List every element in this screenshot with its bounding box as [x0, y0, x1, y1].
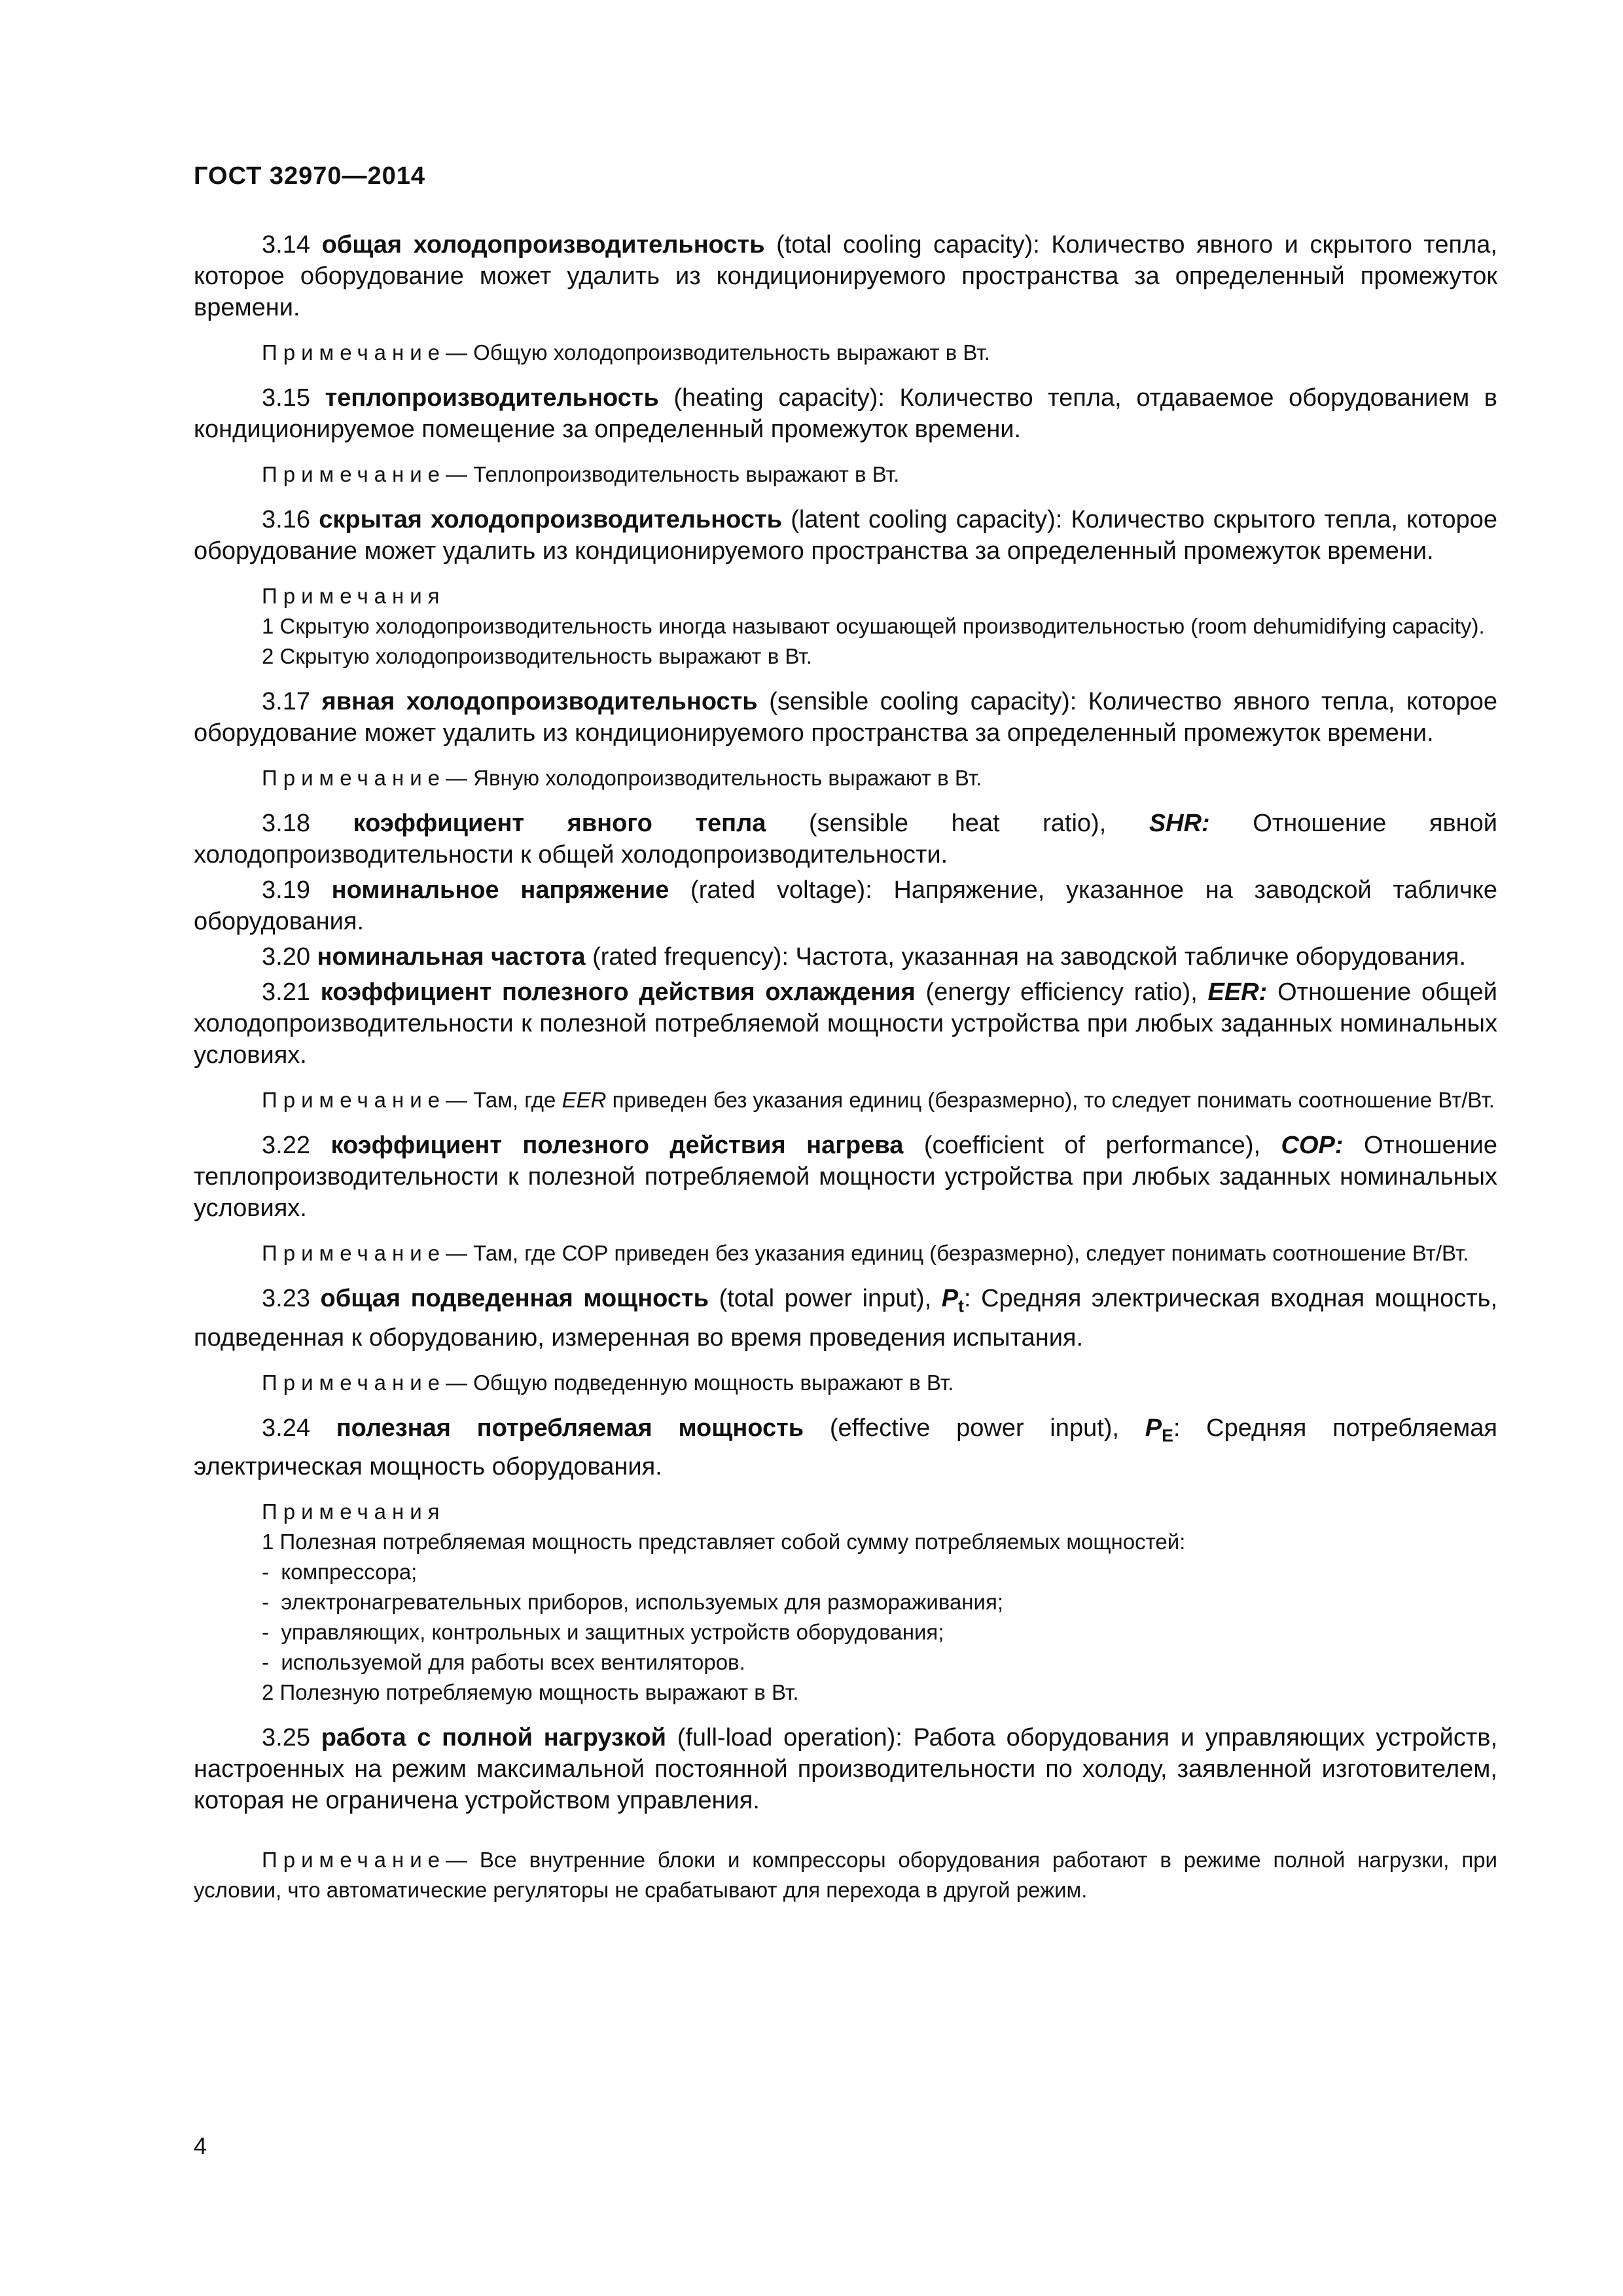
term-number: 3.21 — [262, 978, 310, 1006]
term-title: коэффициент полезного действия нагрева — [330, 1132, 904, 1159]
term-title: полезная потребляемая мощность — [336, 1414, 804, 1442]
note-text: — Там, где СОР приведен без указания единиц (безразмерно), следует понимать соотношение Вт/Вт. — [446, 1241, 1469, 1265]
page-header: ГОСТ 32970—2014 — [194, 162, 426, 190]
term-title: работа с полной нагрузкой — [321, 1724, 666, 1752]
note-label: Примечание — [262, 1088, 446, 1112]
term-3-18 — [194, 808, 1497, 870]
note-text: — Явную холодопроизводительность выражают в Вт. — [446, 766, 982, 790]
list-item: - компрессора; — [194, 1557, 1497, 1587]
term-3-22 — [194, 1130, 1497, 1224]
term-title: явная холодопроизводительность — [321, 688, 758, 715]
term-number: 3.15 — [262, 384, 310, 412]
note-text: — Все внутренние блоки и компрессоры оборудования работают в режиме полной нагрузки, при условии, что автоматические регуляторы не срабатывают для перехода в другой режим. — [194, 1848, 1497, 1903]
term-title: номинальная частота — [317, 943, 586, 971]
term-number: 3.23 — [262, 1285, 310, 1312]
list-item: - электронагревательных приборов, используемых для размораживания; — [194, 1587, 1497, 1617]
note-abbreviation: EER — [562, 1088, 607, 1112]
note-label: Примечание — [262, 1848, 446, 1873]
term-english: (coefficient of performance), — [923, 1132, 1261, 1159]
term-3-16 — [194, 504, 1497, 567]
term-definition: (rated frequency): Частота, указанная на заводской табличке оборудования. — [592, 943, 1467, 971]
page-number: 4 — [194, 2132, 207, 2159]
note-3-14 — [194, 338, 1497, 368]
term-symbol-subscript: E — [1162, 1426, 1173, 1446]
term-definition: (rated voltage): Напряжение, указанное на заводской табличке оборудования. — [194, 876, 1497, 935]
term-title: коэффициент полезного действия охлаждения — [320, 978, 916, 1006]
document-body — [194, 229, 1497, 1920]
notes-3-24 — [194, 1497, 1497, 1708]
term-title: теплопроизводительность — [325, 384, 659, 412]
list-item: - управляющих, контрольных и защитных устройств оборудования; — [194, 1617, 1497, 1647]
term-3-21 — [194, 977, 1497, 1071]
note-3-23 — [194, 1368, 1497, 1398]
note-3-15 — [194, 459, 1497, 490]
term-english: (effective power input), — [829, 1414, 1119, 1442]
term-english: (energy efficiency ratio), — [925, 978, 1198, 1006]
note-text: — Общую холодопроизводительность выражают в Вт. — [446, 340, 990, 365]
term-number: 3.14 — [262, 231, 310, 259]
term-title: коэффициент явного тепла — [353, 810, 766, 837]
term-3-14 — [194, 229, 1497, 323]
term-definition: (heating capacity): Количество тепла, отдаваемое оборудованием в кондиционируемое помещение за определенный промежуток времени. — [194, 384, 1497, 443]
term-3-23 — [194, 1283, 1497, 1354]
term-title: номинальное напряжение — [331, 876, 669, 904]
term-number: 3.18 — [262, 810, 310, 837]
term-definition: Отношение общей холодопроизводительности к полезной потребляемой мощности устройства при любых заданных номинальных условиях. — [194, 978, 1498, 1069]
term-symbol: P — [941, 1285, 959, 1312]
note-3-21 — [194, 1085, 1497, 1115]
term-definition: : Средняя потребляемая электрическая мощность оборудования. — [194, 1414, 1498, 1481]
term-3-19 — [194, 874, 1497, 937]
note-text: приведен без указания единиц (безразмерно), то следует понимать соотношение Вт/Вт. — [612, 1088, 1495, 1112]
term-3-15 — [194, 382, 1497, 445]
note-label: Примечание — [262, 1241, 446, 1265]
note-item: 1 Полезная потребляемая мощность представляет собой сумму потребляемых мощностей: — [262, 1530, 1186, 1554]
note-item: 2 Полезную потребляемую мощность выражают в Вт. — [262, 1680, 799, 1705]
note-3-25 — [194, 1845, 1497, 1905]
term-definition: : Средняя электрическая входная мощность, подведенная к оборудованию, измеренная во время проведения испытания. — [194, 1285, 1498, 1352]
term-title: скрытая холодопроизводительность — [319, 506, 782, 533]
note-text: — Общую подведенную мощность выражают в Вт. — [446, 1370, 954, 1395]
term-definition: (full-load operation): Работа оборудования и управляющих устройств, настроенных на режим максимальной постоянной производительности по холоду, заявленной изготовителем, которая не ограничена устройством управления. — [194, 1724, 1498, 1815]
note-item: 1 Скрытую холодопроизводительность иногда называют осушающей производительностью (room dehumidifying capacity). — [262, 614, 1485, 638]
term-number: 3.16 — [262, 506, 310, 533]
term-3-17 — [194, 686, 1497, 749]
term-number: 3.22 — [262, 1132, 310, 1159]
term-title: общая холодопроизводительность — [321, 231, 765, 259]
term-english: (total power input), — [719, 1285, 932, 1312]
term-number: 3.17 — [262, 688, 310, 715]
notes-3-16 — [194, 581, 1497, 672]
term-definition: Отношение явной холодопроизводительности к общей холодопроизводительности. — [194, 810, 1498, 869]
term-title: общая подведенная мощность — [320, 1285, 709, 1312]
term-number: 3.19 — [262, 876, 310, 904]
term-english: (sensible heat ratio), — [808, 810, 1107, 837]
list-item: - используемой для работы всех вентиляторов. — [194, 1647, 1497, 1677]
term-symbol-subscript: t — [958, 1296, 964, 1316]
term-number: 3.25 — [262, 1724, 310, 1752]
note-label: Примечание — [262, 462, 446, 486]
notes-label: Примечания — [262, 584, 446, 608]
term-3-25 — [194, 1722, 1497, 1816]
term-definition: (total cooling capacity): Количество явного и скрытого тепла, которое оборудование может удалить из кондиционируемого пространства за определенный промежуток времени. — [194, 231, 1497, 321]
term-abbreviation: SHR: — [1149, 810, 1210, 837]
term-number: 3.24 — [262, 1414, 310, 1442]
term-abbreviation: EER: — [1207, 978, 1268, 1006]
term-3-24 — [194, 1412, 1497, 1483]
note-text: — Там, где — [446, 1088, 556, 1112]
note-label: Примечание — [262, 1370, 446, 1395]
term-symbol: P — [1145, 1414, 1162, 1442]
term-definition: (sensible cooling capacity): Количество явного тепла, которое оборудование может удалить из кондиционируемого пространства за определенный промежуток времени. — [194, 688, 1497, 747]
note-text: — Теплопроизводительность выражают в Вт. — [446, 462, 900, 486]
note-label: Примечание — [262, 766, 446, 790]
term-definition: Отношение теплопроизводительности к полезной потребляемой мощности устройства при любых заданных номинальных условиях. — [194, 1132, 1498, 1222]
note-label: Примечание — [262, 340, 446, 365]
term-3-20 — [194, 941, 1497, 973]
note-item: 2 Скрытую холодопроизводительность выражают в Вт. — [262, 644, 812, 668]
notes-label: Примечания — [262, 1499, 446, 1524]
note-3-22 — [194, 1238, 1497, 1268]
term-abbreviation: COP: — [1281, 1132, 1344, 1159]
term-definition: (latent cooling capacity): Количество скрытого тепла, которое оборудование может удалить из кондиционируемого пространства за определенный промежуток времени. — [194, 506, 1498, 565]
term-number: 3.20 — [262, 943, 310, 971]
note-3-17 — [194, 763, 1497, 793]
